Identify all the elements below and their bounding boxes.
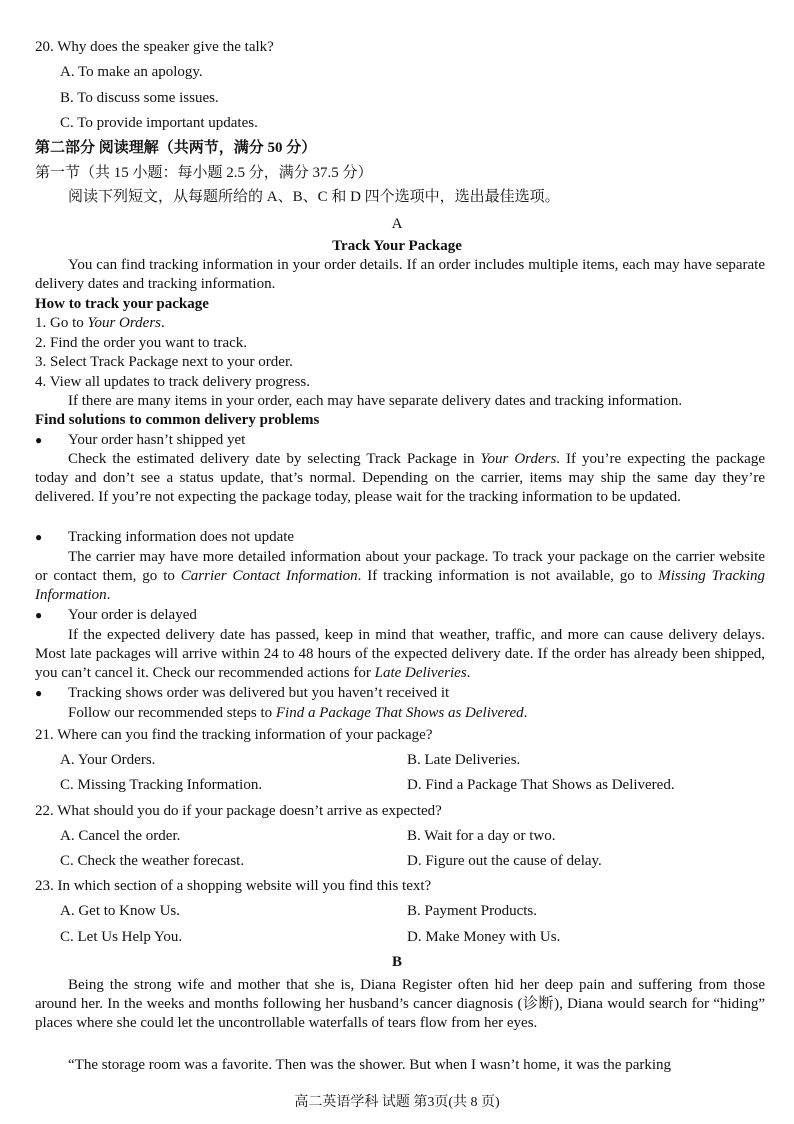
bullet-2-text: The carrier may have more detailed information about your package. To track your package on the carrier website or contact them, go to Carrier Contact Information. If tracking information is not available, go to Missing Tracking Information. [35, 549, 766, 603]
multi-item-note: If there are many items in your order, each may have separate delivery dates and tracking information. [68, 393, 683, 409]
question-20: 20. Why does the speaker give the talk? [35, 39, 274, 55]
question-21: 21. Where can you find the tracking information of your package? [35, 727, 433, 743]
q22-option-b: B. Wait for a day or two. [407, 828, 556, 844]
passage-a-intro: You can find tracking information in your order details. If an order includes multiple items, each may have separate delivery dates and tracking information. [35, 257, 765, 292]
passage-b-paragraph-1: Being the strong wife and mother that she is, Diana Register often hid her deep pain and suffering from those around her. In the weeks and months following her husband’s cancer diagnosis (诊断), Diana would search for “hiding” places where she could let the uncontrollable waterfalls of tears flow from her eyes. [35, 977, 765, 1031]
passage-a-letter: A [391, 216, 403, 232]
bullet-4-title: Tracking shows order was delivered but you haven’t received it [68, 685, 450, 701]
passage-b-letter: B [391, 954, 402, 970]
q22-option-c: C. Check the weather forecast. [60, 853, 245, 869]
q20-option-a: A. To make an apology. [60, 64, 203, 80]
page-footer: 高二英语学科 试题 第3页(共 8 页) [294, 1095, 500, 1110]
q23-option-c: C. Let Us Help You. [60, 929, 183, 945]
bullet-3-text: If the expected delivery date has passed, keep in mind that weather, traffic, and more can cause delivery delays. Most late packages will arrive within 24 to 48 hours of the expected delivery date. If the order has already been shipped, you can’t cancel it. Check our recommended actions for Late Deliveries. [35, 627, 765, 681]
bullet-4-text: Follow our recommended steps to Find a Package That Shows as Delivered. [68, 705, 528, 721]
bullet-3-title: Your order is delayed [68, 607, 197, 623]
q22-option-d: D. Figure out the cause of delay. [407, 853, 602, 869]
q22-option-a: A. Cancel the order. [60, 828, 181, 844]
q21-option-c: C. Missing Tracking Information. [60, 777, 263, 793]
bullet-1-title: Your order hasn’t shipped yet [68, 432, 246, 448]
question-22: 22. What should you do if your package doesn’t arrive as expected? [35, 803, 442, 819]
bullet-icon: ● [35, 433, 43, 447]
step-1: 1. Go to Your Orders. [35, 315, 165, 331]
q20-option-b: B. To discuss some issues. [60, 90, 219, 106]
bullet-icon: ● [35, 530, 43, 544]
part2-heading: 第二部分 阅读理解（共两节，满分 50 分） [35, 140, 317, 156]
passage-b-paragraph-2: “The storage room was a favorite. Then was the shower. But when I wasn’t home, it was the parking [68, 1057, 672, 1073]
bullet-icon: ● [35, 686, 43, 700]
step-4: 4. View all updates to track delivery progress. [35, 374, 310, 390]
instruction: 阅读下列短文，从每题所给的 A、B、C 和 D 四个选项中，选出最佳选项。 [68, 189, 560, 205]
q23-option-b: B. Payment Products. [407, 903, 537, 919]
step-3: 3. Select Track Package next to your order. [35, 354, 293, 370]
bullet-icon: ● [35, 608, 43, 622]
passage-a-title: Track Your Package [332, 238, 462, 254]
question-23: 23. In which section of a shopping website will you find this text? [35, 878, 432, 894]
how-to-track-heading: How to track your package [35, 296, 209, 312]
bullet-2-title: Tracking information does not update [68, 529, 295, 545]
section1-heading: 第一节（共 15 小题：每小题 2.5 分，满分 37.5 分） [35, 165, 373, 181]
q23-option-d: D. Make Money with Us. [407, 929, 561, 945]
q21-option-b: B. Late Deliveries. [407, 752, 521, 768]
q23-option-a: A. Get to Know Us. [60, 903, 180, 919]
bullet-1-text: Check the estimated delivery date by selecting Track Package in Your Orders. If you’re expecting the package today and don’t see a status update, that’s normal. Depending on the carrier, items may ship the same day they’re delivered. If you’re not expecting the package today, please wait for the tracking information to be updated. [35, 451, 765, 505]
q21-option-a: A. Your Orders. [60, 752, 156, 768]
find-solutions-heading: Find solutions to common delivery problems [35, 412, 320, 428]
step-2: 2. Find the order you want to track. [35, 335, 248, 351]
q20-option-c: C. To provide important updates. [60, 115, 258, 131]
q21-option-d: D. Find a Package That Shows as Delivered. [407, 777, 675, 793]
